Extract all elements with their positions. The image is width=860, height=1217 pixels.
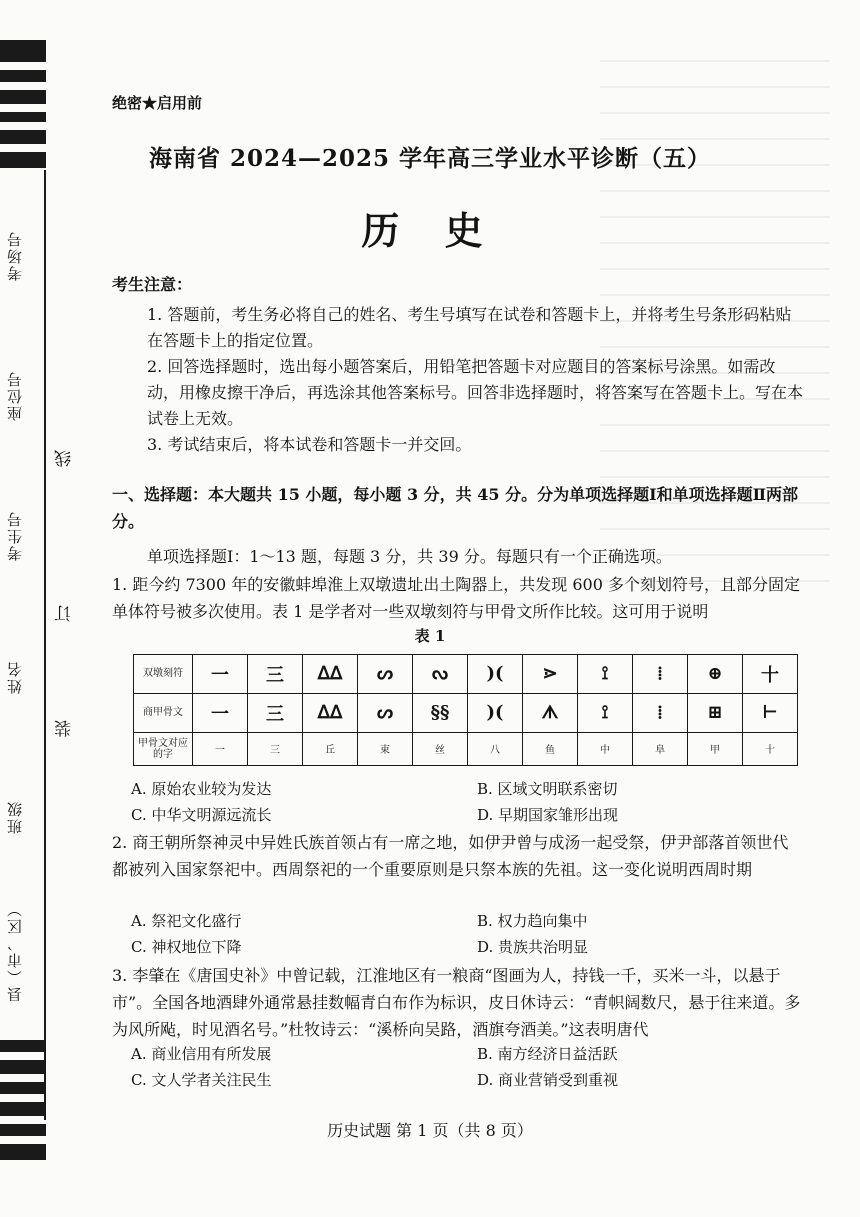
shuangdun-symbol: ᔓ <box>413 655 468 694</box>
oracle-bone-symbol: ᐃᐃ <box>303 693 358 732</box>
table-row <box>134 655 798 694</box>
q2-option-d: D. 贵族共治明显 <box>477 938 589 956</box>
corresponding-char: 一 <box>193 732 248 765</box>
question-3-stem: 3. 李肇在《唐国史补》中曾记载，江淮地区有一粮商“图画为人，持钱一千，买米一斗，以悬于市”。全国各地酒肆外通常悬挂数幅青白布作为标识，皮日休诗云：“青帜阔数尺，悬于往来道。多为风所飐，时见酒名号。”杜牧诗云：“溪桥向吴路，酒旗夸酒美。”这表明唐代 <box>112 966 801 1039</box>
shuangdun-symbol: 十 <box>743 655 798 694</box>
oracle-bone-symbol: ᔕ <box>358 693 413 732</box>
oracle-bone-symbol: §§ <box>413 693 468 732</box>
q1-option-b: B. 区域文明联系密切 <box>477 780 618 798</box>
shuangdun-symbol: ⟟ <box>578 655 633 694</box>
field-room-label: 考场号 <box>6 230 24 281</box>
oracle-bone-symbol: ⟟ <box>578 693 633 732</box>
q1-option-a: A. 原始农业较为发达 <box>131 780 272 798</box>
q3-option-a: A. 商业信用有所发展 <box>131 1045 272 1063</box>
corresponding-char: 三 <box>248 732 303 765</box>
field-name-label: 姓名 <box>6 660 24 694</box>
q1-option-c: C. 中华文明源远流长 <box>131 806 272 824</box>
q3-option-c: C. 文人学者关注民生 <box>131 1071 272 1089</box>
table-row <box>134 693 798 732</box>
shuangdun-symbol: ⋗ <box>523 655 578 694</box>
note-item: 1. 答题前，考生务必将自己的姓名、考生号填写在试卷和答题卡上，并将考生号条形码粘贴在答题卡上的指定位置。 <box>147 305 792 350</box>
shuangdun-symbol: ⊕ <box>688 655 743 694</box>
table-caption: 表 1 <box>414 627 446 645</box>
question-1-stem: 1. 距今约 7300 年的安徽蚌埠淮上双墩遗址出土陶器上，共发现 600 多个刻划符号，且部分固定单体符号被多次使用。表 1 是学者对一些双墩刻符与甲骨文所作比较。这可用于说明 <box>112 575 800 621</box>
corresponding-char: 阜 <box>633 732 688 765</box>
oracle-bone-symbol: )( <box>468 693 523 732</box>
corresponding-char: 十 <box>743 732 798 765</box>
oracle-bone-symbol: ⁞ <box>633 693 688 732</box>
exam-title: 海南省 2024—2025 学年高三学业水平诊断（五） <box>148 145 712 172</box>
subject-title: 历 史 <box>361 208 499 253</box>
note-item: 2. 回答选择题时，选出每小题答案后，用铅笔把答题卡对应题目的答案标号涂黑。如需改动，用橡皮擦干净后，再选涂其他答案标号。回答非选择题时，将答案写在答题卡上。写在本试卷上无效。 <box>147 357 804 428</box>
corresponding-char: 丘 <box>303 732 358 765</box>
q1-option-d: D. 早期国家雏形出现 <box>477 806 619 824</box>
corresponding-char: 束 <box>358 732 413 765</box>
table-row <box>134 732 798 765</box>
row-head: 双墩刻符 <box>134 655 193 694</box>
page-footer: 历史试题 第 1 页（共 8 页） <box>327 1121 533 1140</box>
q3-option-d: D. 商业营销受到重视 <box>477 1071 619 1089</box>
shuangdun-symbol: ᐃᐃ <box>303 655 358 694</box>
cut-line-label: 线 <box>55 450 75 467</box>
question-2-stem: 2. 商王朝所祭神灵中异姓氏族首领占有一席之地，如伊尹曾与成汤一起受祭，伊尹部落首领世代都被列入国家祭祀中。西周祭祀的一个重要原则是只祭本族的先祖。这一变化说明西周时期 <box>112 833 789 879</box>
oracle-bone-symbol: ⊞ <box>688 693 743 732</box>
corresponding-char: 八 <box>468 732 523 765</box>
subsection-heading: 单项选择题Ⅰ：1～13 题，每题 3 分，共 39 分。每题只有一个正确选项。 <box>147 547 672 566</box>
staple-label: 订 <box>55 605 75 622</box>
shuangdun-symbol: 一 <box>193 655 248 694</box>
field-seat-label: 座位号 <box>6 370 24 421</box>
corresponding-char: 丝 <box>413 732 468 765</box>
shuangdun-symbol: ᔕ <box>358 655 413 694</box>
q3-option-b: B. 南方经济日益活跃 <box>477 1045 618 1063</box>
bind-label: 装 <box>55 720 75 737</box>
notes-heading: 考生注意： <box>112 275 193 294</box>
oracle-bone-symbol: ᗑ <box>523 693 578 732</box>
field-class-label: 班级 <box>6 800 24 834</box>
corresponding-char: 鱼 <box>523 732 578 765</box>
corresponding-char: 中 <box>578 732 633 765</box>
row-head: 甲骨文对应的字 <box>134 732 193 765</box>
shuangdun-symbol: )( <box>468 655 523 694</box>
section-heading: 一、选择题：本大题共 15 小题，每小题 3 分，共 45 分。分为单项选择题Ⅰ和单项选择题Ⅱ两部分。 <box>112 485 799 531</box>
glyph-comparison-table <box>133 654 798 766</box>
field-county-label: 县（市、区） <box>6 900 24 1002</box>
corresponding-char: 甲 <box>688 732 743 765</box>
q2-option-c: C. 神权地位下降 <box>131 938 242 956</box>
q2-option-a: A. 祭祀文化盛行 <box>131 912 242 930</box>
oracle-bone-symbol: 一 <box>193 693 248 732</box>
note-item: 3. 考试结束后，将本试卷和答题卡一并交回。 <box>147 435 472 454</box>
row-head: 商甲骨文 <box>134 693 193 732</box>
shuangdun-symbol: ⁞ <box>633 655 688 694</box>
oracle-bone-symbol: 三 <box>248 693 303 732</box>
confidential-mark: 绝密★启用前 <box>112 94 203 112</box>
oracle-bone-symbol: ⊢ <box>743 693 798 732</box>
shuangdun-symbol: 三 <box>248 655 303 694</box>
field-examinee-id-label: 考生号 <box>6 510 24 561</box>
q2-option-b: B. 权力趋向集中 <box>477 912 588 930</box>
